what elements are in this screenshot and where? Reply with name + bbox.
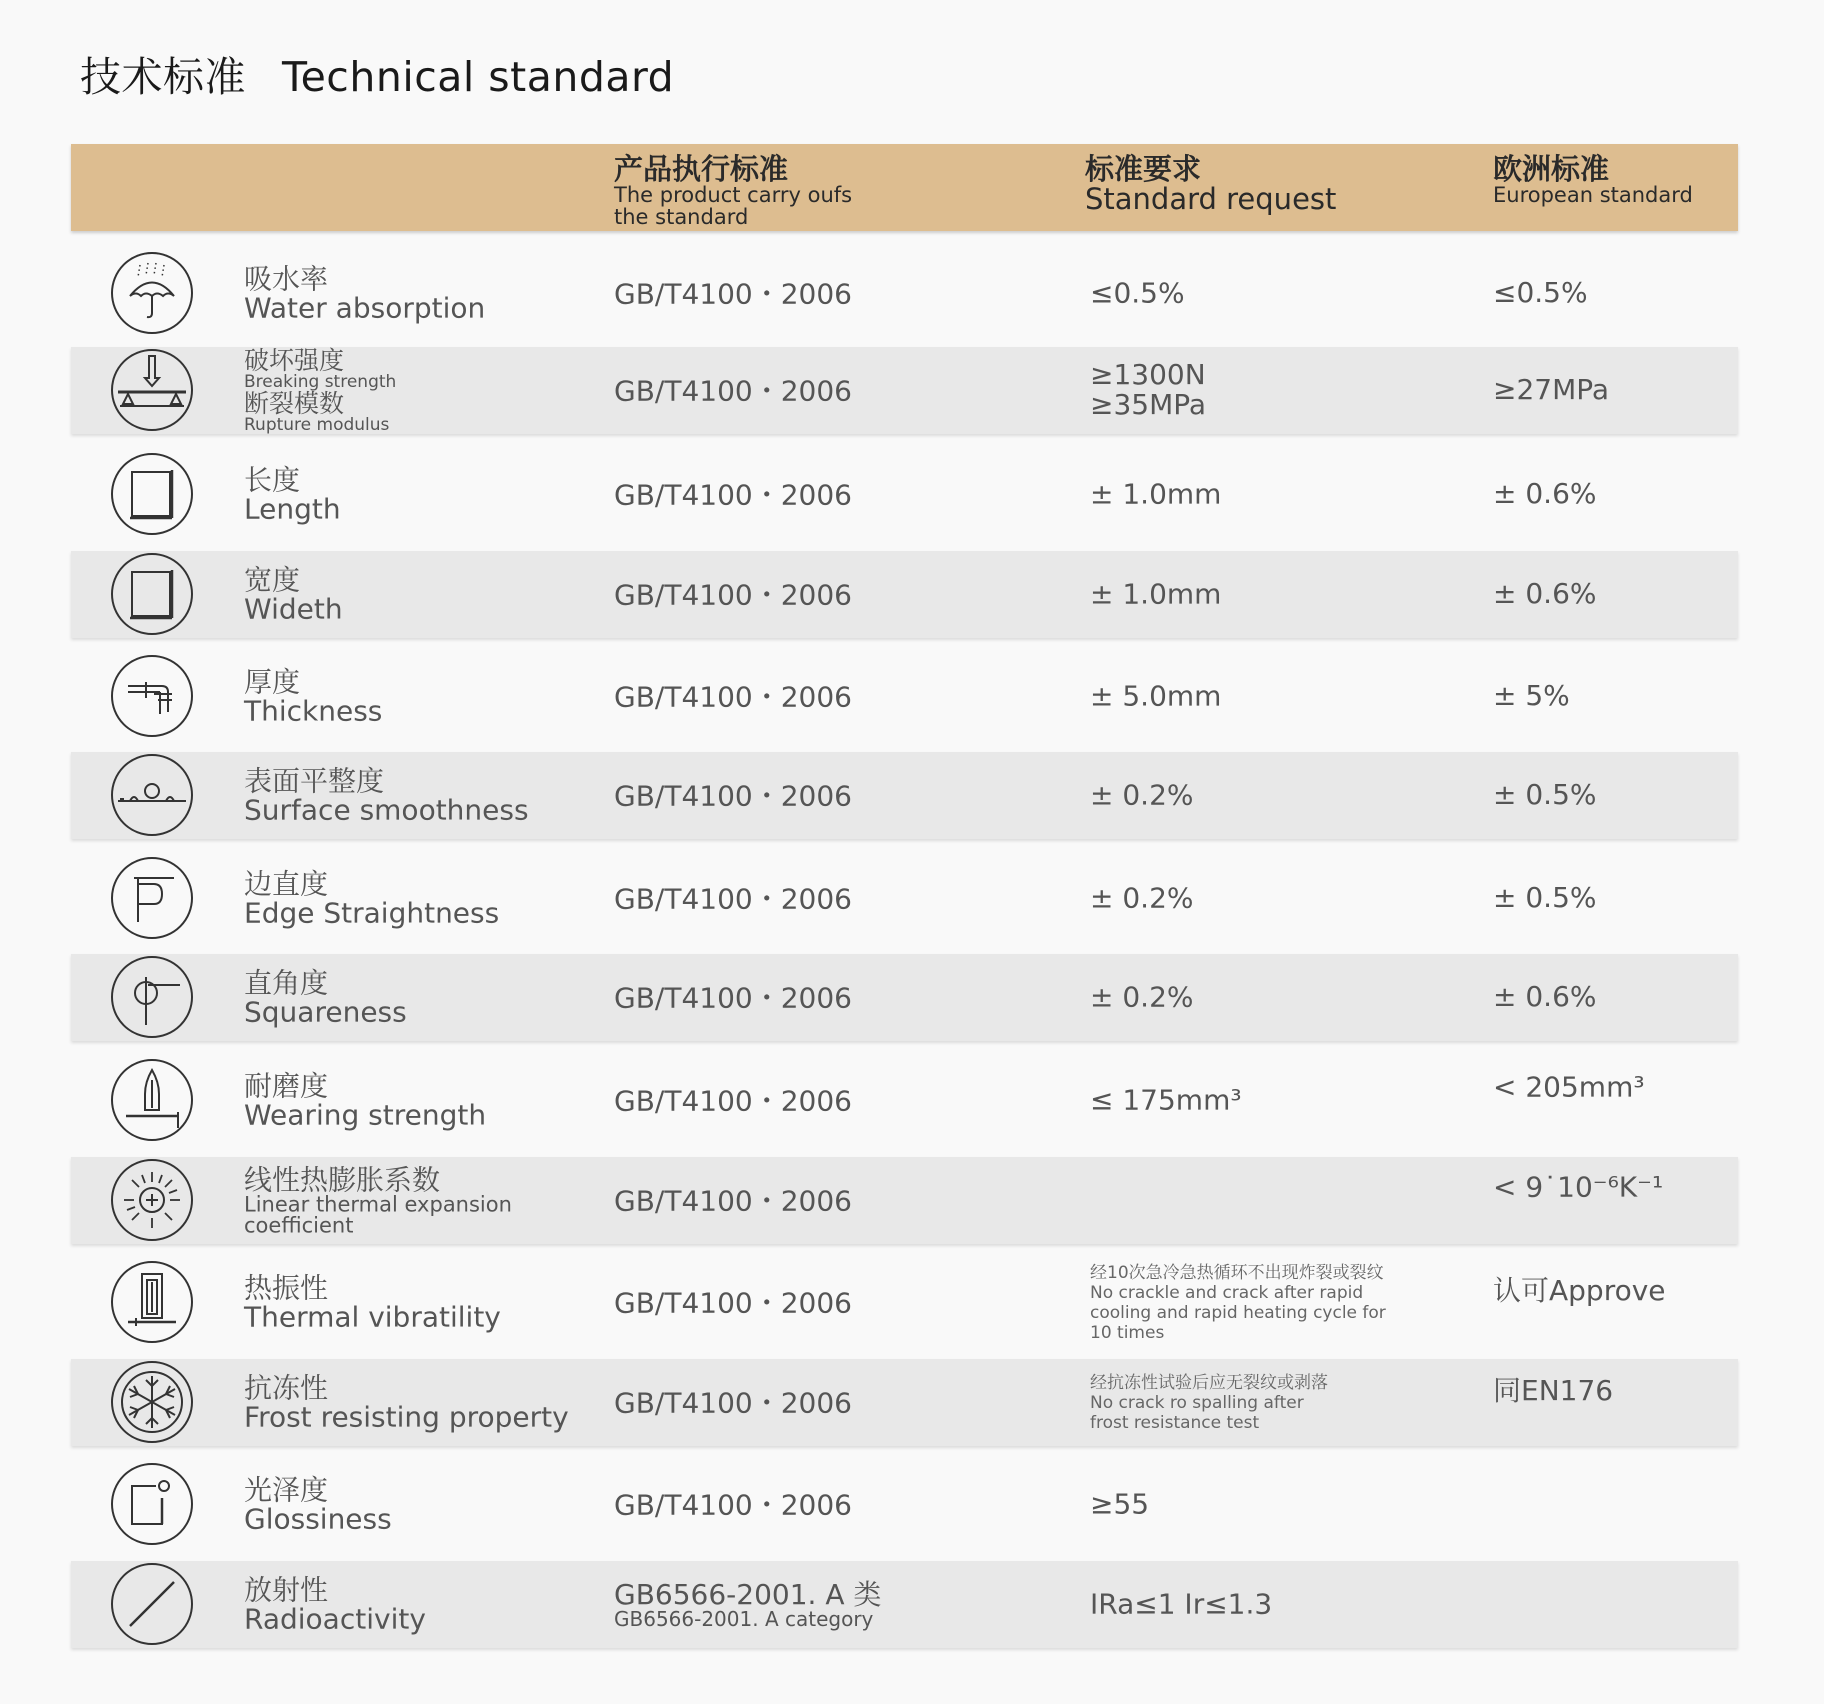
table-row bbox=[71, 250, 1738, 337]
table-row bbox=[71, 1561, 1738, 1648]
standard-request: ± 1.0mm bbox=[1090, 477, 1222, 511]
table-row bbox=[71, 1057, 1738, 1144]
pressure-support-icon bbox=[110, 348, 194, 432]
product-standard: GB/T4100・2006 bbox=[614, 1083, 852, 1117]
product-standard: GB/T4100・2006 bbox=[614, 477, 852, 511]
table-row bbox=[71, 347, 1738, 434]
property-name: 放射性 Radioactivity bbox=[244, 1573, 426, 1636]
property-name: 边直度 Edge Straightness bbox=[244, 867, 500, 930]
property-name: 线性热膨胀系数 Linear thermal expansion coefficient bbox=[244, 1162, 512, 1238]
abrasion-tool-icon bbox=[110, 1058, 194, 1142]
property-name: 长度 Length bbox=[244, 463, 341, 526]
title-en: Technical standard bbox=[282, 53, 675, 101]
table-row bbox=[71, 752, 1738, 839]
product-standard: GB/T4100・2006 bbox=[614, 679, 852, 713]
standard-request: 经10次急冷急热循环不出现炸裂或裂纹 No crackle and crack after rapid cooling and rapid heating cycle for 10 times bbox=[1090, 1262, 1386, 1343]
table-row bbox=[71, 855, 1738, 942]
product-standard: GB/T4100・2006 bbox=[614, 1183, 852, 1217]
title-zh: 技术标准 bbox=[80, 53, 246, 101]
property-name: 抗冻性 Frost resisting property bbox=[244, 1371, 569, 1434]
gloss-tile-icon bbox=[110, 1462, 194, 1546]
european-standard: ± 0.5% bbox=[1493, 777, 1597, 811]
table-row bbox=[71, 1461, 1738, 1548]
thermometer-icon bbox=[110, 1260, 194, 1344]
european-standard: < 205mm³ bbox=[1493, 1070, 1645, 1104]
slash-circle-icon bbox=[110, 1562, 194, 1646]
property-name: 破坏强度 Breaking strength 断裂模数 Rupture modulus bbox=[244, 345, 397, 435]
caliper-icon bbox=[110, 654, 194, 738]
standard-request: 经抗冻性试验后应无裂纹或剥落 No crack ro spalling after frost resistance test bbox=[1090, 1372, 1328, 1433]
table-header bbox=[71, 144, 1738, 231]
sun-heat-icon bbox=[110, 1158, 194, 1242]
standard-request: IRa≤1 Ir≤1.3 bbox=[1090, 1587, 1273, 1621]
european-standard: ± 0.6% bbox=[1493, 979, 1597, 1013]
european-standard: ± 0.6% bbox=[1493, 576, 1597, 610]
european-standard: ± 5% bbox=[1493, 678, 1570, 712]
header-standard-request: 标准要求 Standard request bbox=[1085, 152, 1337, 217]
table-row bbox=[71, 451, 1738, 538]
table-row bbox=[71, 551, 1738, 638]
property-name: 热振性 Thermal vibratility bbox=[244, 1271, 501, 1334]
table-row bbox=[71, 954, 1738, 1041]
table-row bbox=[71, 1259, 1738, 1346]
square-angle-icon bbox=[110, 955, 194, 1039]
product-standard: GB/T4100・2006 bbox=[614, 1385, 852, 1419]
standard-request: ≤0.5% bbox=[1090, 276, 1185, 310]
standard-request: ± 5.0mm bbox=[1090, 679, 1222, 713]
standard-request: ± 0.2% bbox=[1090, 881, 1194, 915]
standard-request: ≥55 bbox=[1090, 1487, 1150, 1521]
page-title bbox=[80, 44, 674, 103]
snowflake-icon bbox=[110, 1360, 194, 1444]
table-row bbox=[71, 1359, 1738, 1446]
tile-width-icon bbox=[110, 552, 194, 636]
surface-gauge-icon bbox=[110, 753, 194, 837]
product-standard: GB/T4100・2006 bbox=[614, 881, 852, 915]
table-row bbox=[71, 653, 1738, 740]
product-standard: GB6566-2001. A 类 GB6566-2001. A category bbox=[614, 1577, 882, 1631]
product-standard: GB/T4100・2006 bbox=[614, 577, 852, 611]
product-standard: GB/T4100・2006 bbox=[614, 1285, 852, 1319]
european-standard: ≤0.5% bbox=[1493, 275, 1588, 309]
standard-request: ± 0.2% bbox=[1090, 778, 1194, 812]
edge-straightness-icon bbox=[110, 856, 194, 940]
table-row bbox=[71, 1157, 1738, 1244]
property-name: 直角度 Squareness bbox=[244, 966, 407, 1029]
property-name: 光泽度 Glossiness bbox=[244, 1473, 392, 1536]
product-standard: GB/T4100・2006 bbox=[614, 980, 852, 1014]
european-standard: ± 0.5% bbox=[1493, 880, 1597, 914]
property-name: 厚度 Thickness bbox=[244, 665, 383, 728]
standard-request: ± 1.0mm bbox=[1090, 577, 1222, 611]
tile-length-icon bbox=[110, 452, 194, 536]
header-european-standard: 欧洲标准 European standard bbox=[1493, 152, 1693, 208]
standard-request: ± 0.2% bbox=[1090, 980, 1194, 1014]
european-standard: ± 0.6% bbox=[1493, 476, 1597, 510]
property-name: 耐磨度 Wearing strength bbox=[244, 1069, 487, 1132]
standard-request: ≤ 175mm³ bbox=[1090, 1083, 1242, 1117]
product-standard: GB/T4100・2006 bbox=[614, 276, 852, 310]
european-standard: 认可Approve bbox=[1493, 1273, 1666, 1307]
property-name: 表面平整度 Surface smoothness bbox=[244, 764, 529, 827]
product-standard: GB/T4100・2006 bbox=[614, 778, 852, 812]
european-standard: < 9˙10⁻⁶K⁻¹ bbox=[1493, 1170, 1664, 1204]
property-name: 吸水率 Water absorption bbox=[244, 262, 486, 325]
property-name: 宽度 Wideth bbox=[244, 563, 343, 626]
product-standard: GB/T4100・2006 bbox=[614, 1487, 852, 1521]
european-standard: 同EN176 bbox=[1493, 1373, 1614, 1407]
standard-request: ≥1300N ≥35MPa bbox=[1090, 357, 1207, 422]
header-product-standard: 产品执行标准 The product carry oufs the standard bbox=[614, 152, 853, 230]
umbrella-rain-icon bbox=[110, 251, 194, 335]
european-standard: ≥27MPa bbox=[1493, 372, 1610, 406]
product-standard: GB/T4100・2006 bbox=[614, 373, 852, 407]
